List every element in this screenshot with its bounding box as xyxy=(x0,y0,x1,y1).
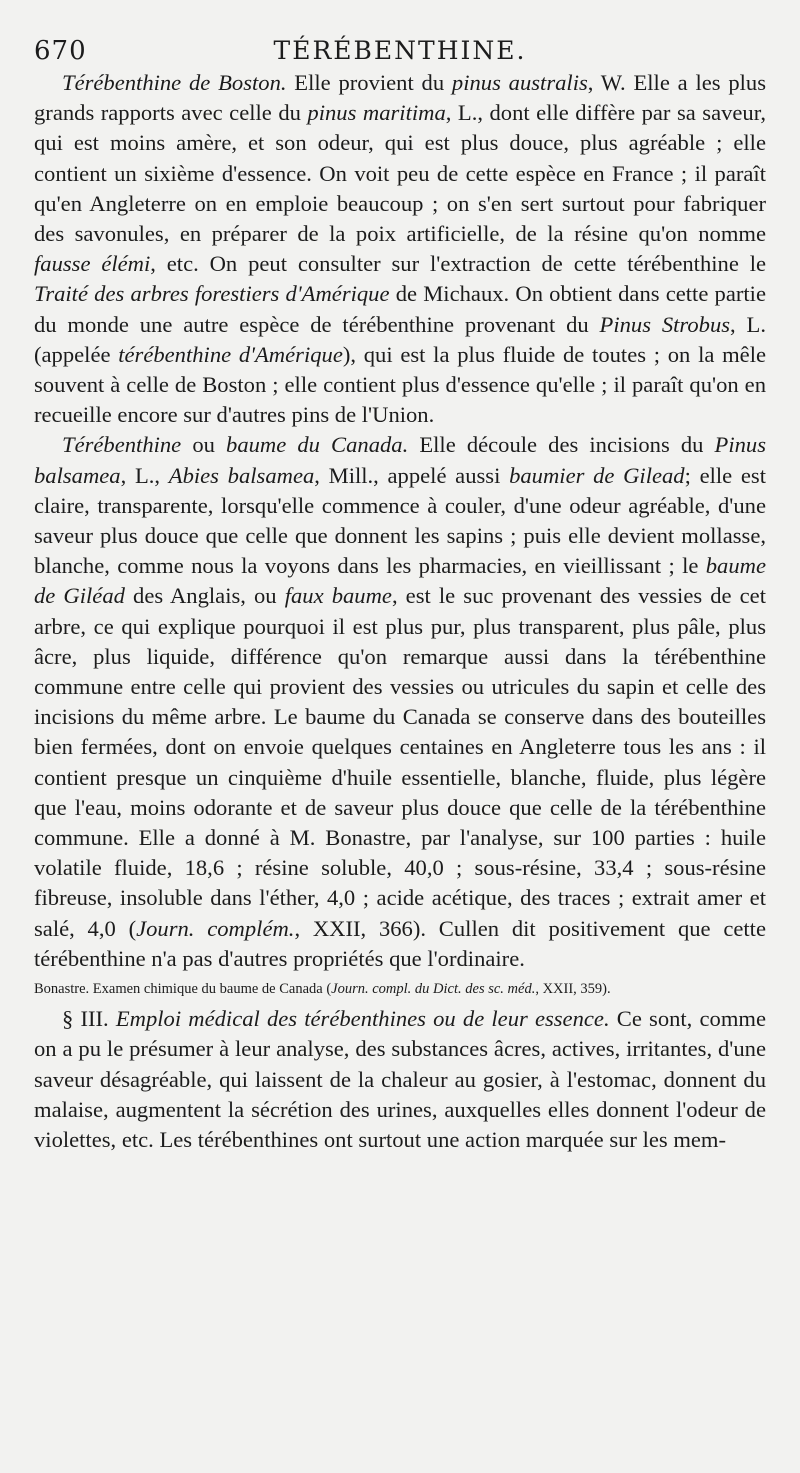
italic-text-segment: Térébenthine de Boston. xyxy=(62,70,287,95)
italic-text-segment: fausse élémi xyxy=(34,251,151,277)
text-segment: de Michaux. On obtient dans cette partie du monde une autre espèce de térébenthine provenant du xyxy=(34,281,766,337)
italic-text-segment: pinus maritima xyxy=(307,100,446,126)
page-number: 670 xyxy=(34,36,87,66)
text-segment: , Mill., appelé aussi xyxy=(314,462,510,488)
italic-text-segment: Emploi médical des térébenthines ou de leur essence. xyxy=(115,1006,610,1032)
italic-text-segment: Abies balsamea xyxy=(168,462,315,488)
text-segment: ou xyxy=(181,432,227,458)
italic-text-segment: Journ. compl. du Dict. des sc. méd. xyxy=(331,981,536,998)
text-segment: , XXII, 366). Cullen dit positivement que cette térébenthine n'a pas d'autres propriétés que l'ordinaire. xyxy=(34,915,766,971)
italic-text-segment: Pinus Strobus xyxy=(599,311,731,337)
italic-text-segment: baumier de Gilead xyxy=(509,462,685,488)
italic-text-segment: baume de Giléad xyxy=(34,553,766,609)
text-segment: , W. Elle a les plus grands rapports avec celle du xyxy=(34,70,766,126)
text-segment: ), qui est la plus fluide de toutes ; on la mêle souvent à celle de Boston ; elle contient plus d'essence qu'elle ; il paraît qu'on en recueille encore sur d'autres pins de l'Union. xyxy=(34,341,767,428)
text-segment: , L., dont elle diffère par sa saveur, qui est moins amère, et son odeur, qui est plus douce, plus agréable ; elle contient un sixième d'essence. On voit peu de cette espèce en France ; il paraît qu'en Angleterre on en emploie beaucoup ; on s'en sert surtout pour fabriquer des savonules, en préparer de la poix artificielle, de la résine qu'on nomme xyxy=(34,100,766,247)
text-segment: Elle découle des incisions du xyxy=(408,432,715,458)
page-header xyxy=(34,28,766,68)
section-body xyxy=(34,1004,766,1155)
running-title: TÉRÉBENTHINE. xyxy=(273,36,527,65)
paragraph-boston xyxy=(34,68,766,430)
footnote xyxy=(34,976,766,1002)
italic-text-segment: pinus australis xyxy=(451,70,588,95)
italic-text-segment: Journ. complém. xyxy=(136,915,295,941)
text-segment: , etc. On peut consulter sur l'extraction de cette térébenthine le xyxy=(150,251,767,277)
italic-text-segment: Traité des arbres forestiers d'Amérique xyxy=(34,281,390,307)
text-segment: , XXII, 359). xyxy=(535,981,611,998)
text-segment: des Anglais, ou xyxy=(124,583,285,609)
text-segment: Elle provient du xyxy=(286,70,452,95)
paragraph-section-iii xyxy=(34,1004,766,1155)
body-text xyxy=(34,68,766,974)
text-segment: § III. xyxy=(62,1006,116,1032)
italic-text-segment: Pinus balsamea xyxy=(34,432,766,488)
italic-text-segment: Térébenthine xyxy=(62,432,182,458)
text-segment: Bonastre. Examen chimique du baume de Canada ( xyxy=(34,981,332,998)
text-segment: , L. (appelée xyxy=(34,311,766,367)
italic-text-segment: térébenthine d'Amérique xyxy=(118,341,343,367)
text-segment: , est le suc provenant des vessies de cet arbre, ce qui explique pourquoi il est plus pur, plus transparent, plus pâle, plus âcre, plus liquide, différence qu'on remarque aussi dans la térébenthine commune entre celle qui provient des vessies ou utricules du sapin et celle des incisions du même arbre. Le baume du Canada se conserve dans des bouteilles bien fermées, dont on envoie quelques centaines en Angleterre tous les ans : il contient presque un cinquième d'huile essentielle, blanche, fluide, plus légère que l'eau, moins odorante et de saveur plus douce que celle de la térébenthine commune. Elle a donné à M. Bonastre, par l'analyse, sur 100 parties : huile volatile fluide, 18,6 ; résine soluble, 40,0 ; sous-résine, 33,4 ; sous-résine fibreuse, insoluble dans l'éther, 4,0 ; acide acétique, des traces ; extrait amer et salé, 4,0 ( xyxy=(34,583,766,941)
text-segment: , L., xyxy=(120,462,169,488)
text-segment: ; elle est claire, transparente, lorsqu'elle commence à couler, d'une odeur agréable, d'une saveur plus douce que celle que donnent les sapins ; puis elle devient mollasse, blanche, comme nous la voyons dans les pharmacies, en vieillissant ; le xyxy=(34,462,766,579)
paragraph-canada xyxy=(34,430,766,974)
italic-text-segment: baume du Canada. xyxy=(226,432,409,458)
text-segment: Ce sont, comme on a pu le présumer à leur analyse, des substances âcres, actives, irritantes, d'une saveur désagréable, qui laissent de la chaleur au gosier, à l'estomac, donnent du malaise, augmentent la sécrétion des urines, auxquelles elles donnent l'odeur de violettes, etc. Les térébenthines ont surtout une action marquée sur les mem- xyxy=(34,1006,766,1152)
italic-text-segment: faux baume xyxy=(284,583,392,609)
